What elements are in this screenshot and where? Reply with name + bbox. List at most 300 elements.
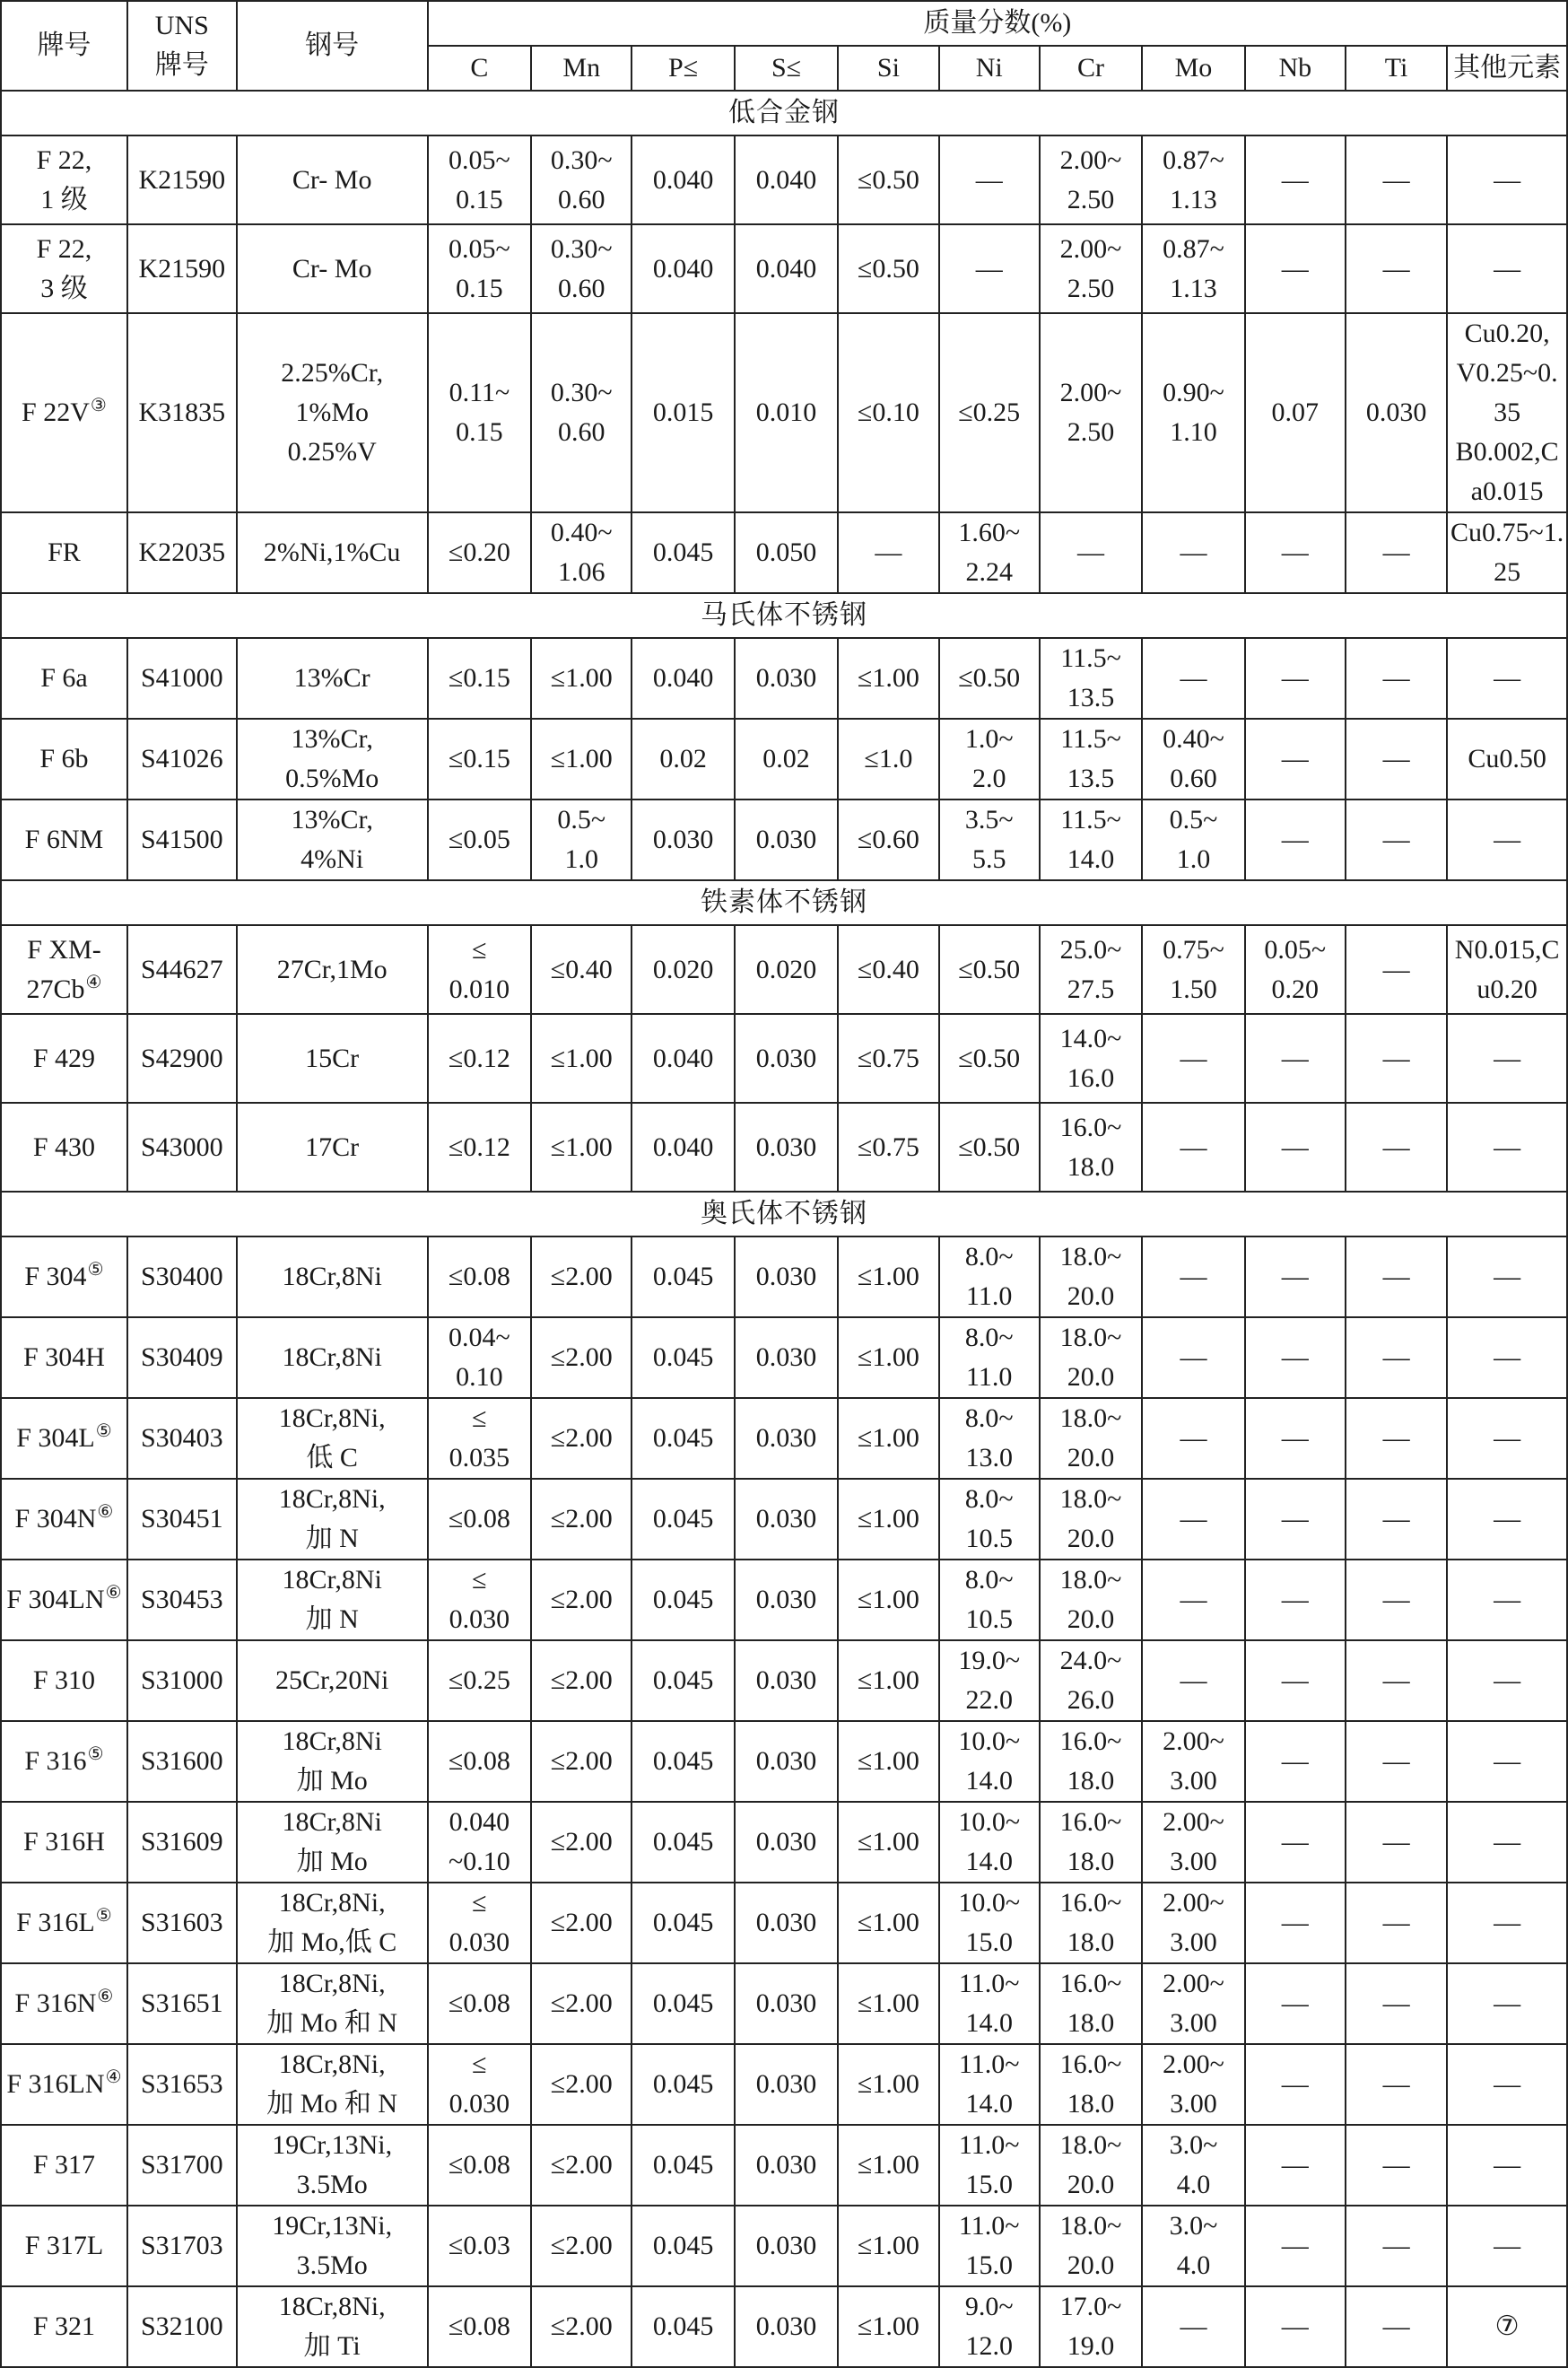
header-steel: 钢号 [237,1,428,91]
uns-cell: S44627 [127,925,237,1014]
value-cell: 19.0~ 22.0 [939,1640,1040,1721]
grade-label: FR [48,537,81,567]
value-cell: 0.030 [735,2125,838,2206]
value-cell: ≤2.00 [531,1883,632,1963]
value-cell: ≤0.08 [428,2125,531,2206]
value-cell: 0.040 [632,1014,734,1103]
grade-cell [1,313,127,512]
value-cell: ≤1.00 [838,1398,938,1479]
value-cell: ≤0.60 [838,800,938,880]
value-cell: — [1447,2125,1567,2206]
value-cell: — [1447,1479,1567,1560]
value-cell: 0.030 [735,1236,838,1317]
grade-label: F 316 [24,1746,87,1776]
value-cell: 0.030 [735,2044,838,2125]
value-cell: ≤1.00 [838,1883,938,1963]
uns-cell: K31835 [127,313,237,512]
value-cell: 0.30~ 0.60 [531,224,632,313]
value-cell: — [1245,1236,1346,1317]
steel-cell: 27Cr,1Mo [237,925,428,1014]
grade-cell [1,2206,127,2286]
value-cell: — [1245,1317,1346,1398]
value-cell: — [1142,1640,1244,1721]
grade-cell [1,925,127,1014]
value-cell: ≤2.00 [531,1802,632,1883]
steel-cell: 15Cr [237,1014,428,1103]
header-element: Nb [1245,46,1346,91]
grade-cell [1,1883,127,1963]
value-cell: 8.0~ 11.0 [939,1317,1040,1398]
value-cell: ≤ 0.035 [428,1398,531,1479]
value-cell: 0.040 [632,1103,734,1192]
value-cell: 0.30~ 0.60 [531,135,632,224]
steel-cell: 18Cr,8Ni 加 Mo [237,1721,428,1802]
value-cell: — [1346,719,1447,800]
value-cell: ≤1.00 [838,1721,938,1802]
value-cell: 2.00~ 3.00 [1142,1963,1244,2044]
grade-cell [1,135,127,224]
grade-label: F 6a [40,663,88,693]
value-cell: 0.40~ 1.06 [531,512,632,593]
table-row [1,1560,1567,1640]
table-row [1,1317,1567,1398]
grade-label: F 321 [32,2311,96,2341]
table-row [1,1721,1567,1802]
grade-cell [1,800,127,880]
value-cell: 0.030 [735,1014,838,1103]
value-cell: ≤0.10 [838,313,938,512]
value-cell: — [1346,638,1447,719]
uns-cell: S31000 [127,1640,237,1721]
table-row [1,135,1567,224]
grade-label: F 304L [16,1423,95,1453]
table-row [1,1963,1567,2044]
value-cell: — [1142,1560,1244,1640]
value-cell: 0.045 [632,2206,734,2286]
value-cell: — [1346,1479,1447,1560]
grade-label: F 316N [14,1988,97,2018]
steel-cell: 18Cr,8Ni, 低 C [237,1398,428,1479]
value-cell: ≤1.0 [838,719,938,800]
table-row [1,1802,1567,1883]
section-header-row [1,593,1567,638]
value-cell: — [1142,2286,1244,2367]
value-cell: ≤2.00 [531,1236,632,1317]
uns-cell: S30400 [127,1236,237,1317]
grade-label: F 317L [24,2231,104,2260]
value-cell: 0.030 [735,1560,838,1640]
steel-cell: 17Cr [237,1103,428,1192]
steel-cell: 13%Cr, 4%Ni [237,800,428,880]
value-cell: 3.5~ 5.5 [939,800,1040,880]
value-cell: 11.5~ 13.5 [1040,638,1142,719]
value-cell: 0.040 [632,135,734,224]
value-cell: — [1245,1103,1346,1192]
value-cell: — [1245,224,1346,313]
value-cell: — [1245,1398,1346,1479]
value-cell: ≤0.08 [428,1721,531,1802]
footnote-marker: ⑥ [97,1502,114,1522]
value-cell: 8.0~ 11.0 [939,1236,1040,1317]
value-cell: 11.0~ 14.0 [939,1963,1040,2044]
value-cell: 11.5~ 14.0 [1040,800,1142,880]
value-cell: — [1245,1802,1346,1883]
value-cell: — [1346,1963,1447,2044]
value-cell: ≤1.00 [838,2125,938,2206]
value-cell: — [1142,512,1244,593]
uns-cell: S31703 [127,2206,237,2286]
value-cell: ≤0.08 [428,1236,531,1317]
value-cell: 11.0~ 15.0 [939,2125,1040,2206]
value-cell: — [1346,1883,1447,1963]
grade-cell [1,719,127,800]
uns-cell: S31651 [127,1963,237,2044]
value-cell: 0.045 [632,2125,734,2206]
value-cell: ≤0.75 [838,1103,938,1192]
value-cell: 0.045 [632,1640,734,1721]
value-cell: — [1245,512,1346,593]
value-cell: ≤1.00 [838,1560,938,1640]
value-cell: 0.04~ 0.10 [428,1317,531,1398]
table-row [1,2044,1567,2125]
value-cell: ≤2.00 [531,1317,632,1398]
value-cell: ≤1.00 [838,1963,938,2044]
value-cell: ≤2.00 [531,1560,632,1640]
value-cell: ≤2.00 [531,1479,632,1560]
value-cell: 0.30~ 0.60 [531,313,632,512]
value-cell: — [939,135,1040,224]
uns-cell: S30451 [127,1479,237,1560]
value-cell: 0.030 [735,638,838,719]
value-cell: 0.030 [735,1398,838,1479]
value-cell: ≤0.12 [428,1103,531,1192]
value-cell: ≤0.50 [939,1103,1040,1192]
value-cell: 14.0~ 16.0 [1040,1014,1142,1103]
value-cell: ≤2.00 [531,2286,632,2367]
value-cell: — [1346,2125,1447,2206]
header-element: S≤ [735,46,838,91]
header-element: Cr [1040,46,1142,91]
value-cell: ≤2.00 [531,1963,632,2044]
table-row [1,512,1567,593]
value-cell: — [1142,1317,1244,1398]
value-cell: ≤1.00 [838,2044,938,2125]
header-element: Mo [1142,46,1244,91]
value-cell: — [1142,638,1244,719]
value-cell: 0.045 [632,512,734,593]
table-row [1,719,1567,800]
value-cell: 0.030 [735,2286,838,2367]
uns-cell: K21590 [127,135,237,224]
value-cell: — [1142,1236,1244,1317]
grade-label: F 429 [32,1043,96,1073]
value-cell: — [1346,1721,1447,1802]
value-cell: 18.0~ 20.0 [1040,1479,1142,1560]
table-row [1,224,1567,313]
grade-label: F 304N [14,1504,97,1534]
header-element: 其他元素 [1447,46,1567,91]
uns-cell: S31653 [127,2044,237,2125]
table-row [1,638,1567,719]
footnote-marker: ⑤ [95,1906,112,1926]
value-cell: 0.045 [632,2286,734,2367]
value-cell: ≤2.00 [531,2125,632,2206]
table-row [1,2286,1567,2367]
grade-cell [1,1014,127,1103]
value-cell: — [1447,1014,1567,1103]
value-cell: — [1346,1317,1447,1398]
steel-cell: 18Cr,8Ni, 加 Mo 和 N [237,2044,428,2125]
value-cell: — [1245,2044,1346,2125]
value-cell: ≤0.12 [428,1014,531,1103]
section-title: 低合金钢 [1,91,1567,135]
value-cell: 25.0~ 27.5 [1040,925,1142,1014]
uns-cell: S41500 [127,800,237,880]
uns-cell: S30403 [127,1398,237,1479]
value-cell: 18.0~ 20.0 [1040,1560,1142,1640]
value-cell: — [1346,1103,1447,1192]
value-cell: 2.00~ 3.00 [1142,1721,1244,1802]
footnote-marker: ⑥ [97,1987,114,2006]
value-cell: 0.030 [735,800,838,880]
section-header-row [1,880,1567,925]
value-cell: ≤1.00 [531,719,632,800]
grade-label: F 316H [23,1827,105,1857]
value-cell: — [1447,800,1567,880]
value-cell: 0.010 [735,313,838,512]
header-element: Ni [939,46,1040,91]
footnote-marker: ④ [105,2067,122,2087]
value-cell: 16.0~ 18.0 [1040,1963,1142,2044]
value-cell: 18.0~ 20.0 [1040,2206,1142,2286]
steel-cell: 25Cr,20Ni [237,1640,428,1721]
table-row [1,925,1567,1014]
value-cell: — [838,512,938,593]
value-cell: — [1245,638,1346,719]
value-cell: ≤ 0.030 [428,2044,531,2125]
value-cell: ≤0.40 [838,925,938,1014]
value-cell: — [1447,224,1567,313]
value-cell: ≤2.00 [531,2206,632,2286]
grade-cell [1,1103,127,1192]
value-cell: 24.0~ 26.0 [1040,1640,1142,1721]
grade-cell [1,1560,127,1640]
footnote-marker: ⑤ [87,1260,104,1280]
value-cell: 3.0~ 4.0 [1142,2125,1244,2206]
grade-cell [1,1721,127,1802]
value-cell: ⑦ [1447,2286,1567,2367]
value-cell: — [1245,1479,1346,1560]
value-cell: ≤0.50 [838,135,938,224]
value-cell: Cu0.75~1.25 [1447,512,1567,593]
grade-cell [1,224,127,313]
value-cell: — [1447,1317,1567,1398]
header-element: Mn [531,46,632,91]
value-cell: ≤0.40 [531,925,632,1014]
value-cell: 16.0~ 18.0 [1040,2044,1142,2125]
value-cell: — [1447,1963,1567,2044]
value-cell: 0.040 [735,135,838,224]
grade-cell [1,1398,127,1479]
value-cell: ≤0.25 [428,1640,531,1721]
value-cell: 10.0~ 14.0 [939,1802,1040,1883]
steel-cell: 18Cr,8Ni, 加 Mo 和 N [237,1963,428,2044]
value-cell: 8.0~ 13.0 [939,1398,1040,1479]
uns-cell: S41000 [127,638,237,719]
value-cell: 8.0~ 10.5 [939,1560,1040,1640]
value-cell: 16.0~ 18.0 [1040,1103,1142,1192]
table-row [1,1103,1567,1192]
value-cell: ≤1.00 [531,1014,632,1103]
value-cell: ≤0.08 [428,1479,531,1560]
value-cell: ≤0.75 [838,1014,938,1103]
grade-cell [1,1640,127,1721]
value-cell: ≤1.00 [838,638,938,719]
grade-label: F 304H [23,1342,105,1372]
value-cell: ≤0.50 [838,224,938,313]
table-row [1,2125,1567,2206]
footnote-marker: ⑤ [95,1421,112,1441]
grade-label: F 304 [24,1262,87,1291]
value-cell: — [1447,638,1567,719]
value-cell: 0.030 [735,1317,838,1398]
value-cell: — [1346,224,1447,313]
uns-cell: S43000 [127,1103,237,1192]
value-cell: ≤1.00 [838,1479,938,1560]
value-cell: ≤2.00 [531,1398,632,1479]
value-cell: 0.030 [735,1640,838,1721]
grade-label: F 22, 3 级 [36,233,92,303]
steel-cell: 18Cr,8Ni [237,1317,428,1398]
value-cell: 0.045 [632,1236,734,1317]
grade-label: F 316L [16,1908,95,1937]
grade-label: F 6NM [24,825,104,854]
steel-cell: 19Cr,13Ni, 3.5Mo [237,2206,428,2286]
value-cell: — [1447,1103,1567,1192]
grade-label: F 310 [32,1665,96,1695]
value-cell: 0.045 [632,1802,734,1883]
header-element: Si [838,46,938,91]
value-cell: — [1346,1398,1447,1479]
value-cell: 0.020 [735,925,838,1014]
value-cell: 0.030 [735,1963,838,2044]
value-cell: 0.07 [1245,313,1346,512]
value-cell: 0.045 [632,2044,734,2125]
value-cell: 11.0~ 15.0 [939,2206,1040,2286]
value-cell: ≤0.50 [939,1014,1040,1103]
value-cell: 11.5~ 13.5 [1040,719,1142,800]
value-cell: 0.045 [632,1560,734,1640]
value-cell: 0.87~ 1.13 [1142,224,1244,313]
value-cell: ≤1.00 [838,1317,938,1398]
steel-cell: 13%Cr, 0.5%Mo [237,719,428,800]
value-cell: 17.0~ 19.0 [1040,2286,1142,2367]
steel-cell: 18Cr,8Ni, 加 Ti [237,2286,428,2367]
value-cell: 18.0~ 20.0 [1040,1236,1142,1317]
value-cell: ≤0.50 [939,925,1040,1014]
value-cell: — [1245,1014,1346,1103]
uns-cell: S31700 [127,2125,237,2206]
value-cell: 1.0~ 2.0 [939,719,1040,800]
value-cell: — [1142,1398,1244,1479]
value-cell: ≤ 0.030 [428,1883,531,1963]
value-cell: 0.030 [632,800,734,880]
value-cell: — [1447,2206,1567,2286]
value-cell: 18.0~ 20.0 [1040,1317,1142,1398]
value-cell: 0.030 [735,1721,838,1802]
header-composition: 质量分数(%) [428,1,1567,46]
value-cell: ≤1.00 [838,1640,938,1721]
value-cell: 0.050 [735,512,838,593]
value-cell: — [1245,1721,1346,1802]
value-cell: 0.045 [632,1479,734,1560]
steel-cell: 19Cr,13Ni, 3.5Mo [237,2125,428,2206]
steel-cell: 18Cr,8Ni 加 N [237,1560,428,1640]
value-cell: 0.87~ 1.13 [1142,135,1244,224]
grade-label: F 304LN [6,1585,105,1614]
value-cell: 10.0~ 15.0 [939,1883,1040,1963]
steel-cell: Cr- Mo [237,224,428,313]
value-cell: 0.045 [632,1398,734,1479]
value-cell: ≤1.00 [838,1802,938,1883]
header-element: Ti [1346,46,1447,91]
uns-cell: S30409 [127,1317,237,1398]
value-cell: — [1447,1721,1567,1802]
value-cell: 2.00~ 2.50 [1040,313,1142,512]
value-cell: 0.5~ 1.0 [1142,800,1244,880]
grade-cell [1,2286,127,2367]
value-cell: — [1142,1479,1244,1560]
value-cell: — [1245,800,1346,880]
grade-cell [1,1479,127,1560]
grade-label: F 22V [22,398,90,427]
value-cell: ≤2.00 [531,1640,632,1721]
value-cell: — [1346,2044,1447,2125]
grade-cell [1,2125,127,2206]
value-cell: — [1447,1802,1567,1883]
value-cell: ≤0.08 [428,1963,531,2044]
value-cell: 8.0~ 10.5 [939,1479,1040,1560]
value-cell: 0.030 [735,1479,838,1560]
value-cell: 0.02 [735,719,838,800]
value-cell: 16.0~ 18.0 [1040,1802,1142,1883]
value-cell: ≤0.08 [428,2286,531,2367]
value-cell: — [1245,2286,1346,2367]
value-cell: — [1245,1883,1346,1963]
section-title: 铁素体不锈钢 [1,880,1567,925]
value-cell: 0.90~ 1.10 [1142,313,1244,512]
value-cell: 10.0~ 14.0 [939,1721,1040,1802]
value-cell: ≤ 0.030 [428,1560,531,1640]
value-cell: — [1346,135,1447,224]
grade-cell [1,1963,127,2044]
value-cell: 16.0~ 18.0 [1040,1883,1142,1963]
value-cell: 0.040 [632,638,734,719]
value-cell: — [1346,2206,1447,2286]
steel-cell: 18Cr,8Ni 加 Mo [237,1802,428,1883]
section-title: 马氏体不锈钢 [1,593,1567,638]
value-cell: — [1447,1883,1567,1963]
uns-cell: S32100 [127,2286,237,2367]
value-cell: N0.015,Cu0.20 [1447,925,1567,1014]
value-cell: 0.5~ 1.0 [531,800,632,880]
value-cell: 0.040 ~0.10 [428,1802,531,1883]
value-cell: Cu0.50 [1447,719,1567,800]
value-cell: 0.05~ 0.20 [1245,925,1346,1014]
value-cell: 2.00~ 2.50 [1040,224,1142,313]
value-cell: — [1040,512,1142,593]
value-cell: ≤0.15 [428,719,531,800]
